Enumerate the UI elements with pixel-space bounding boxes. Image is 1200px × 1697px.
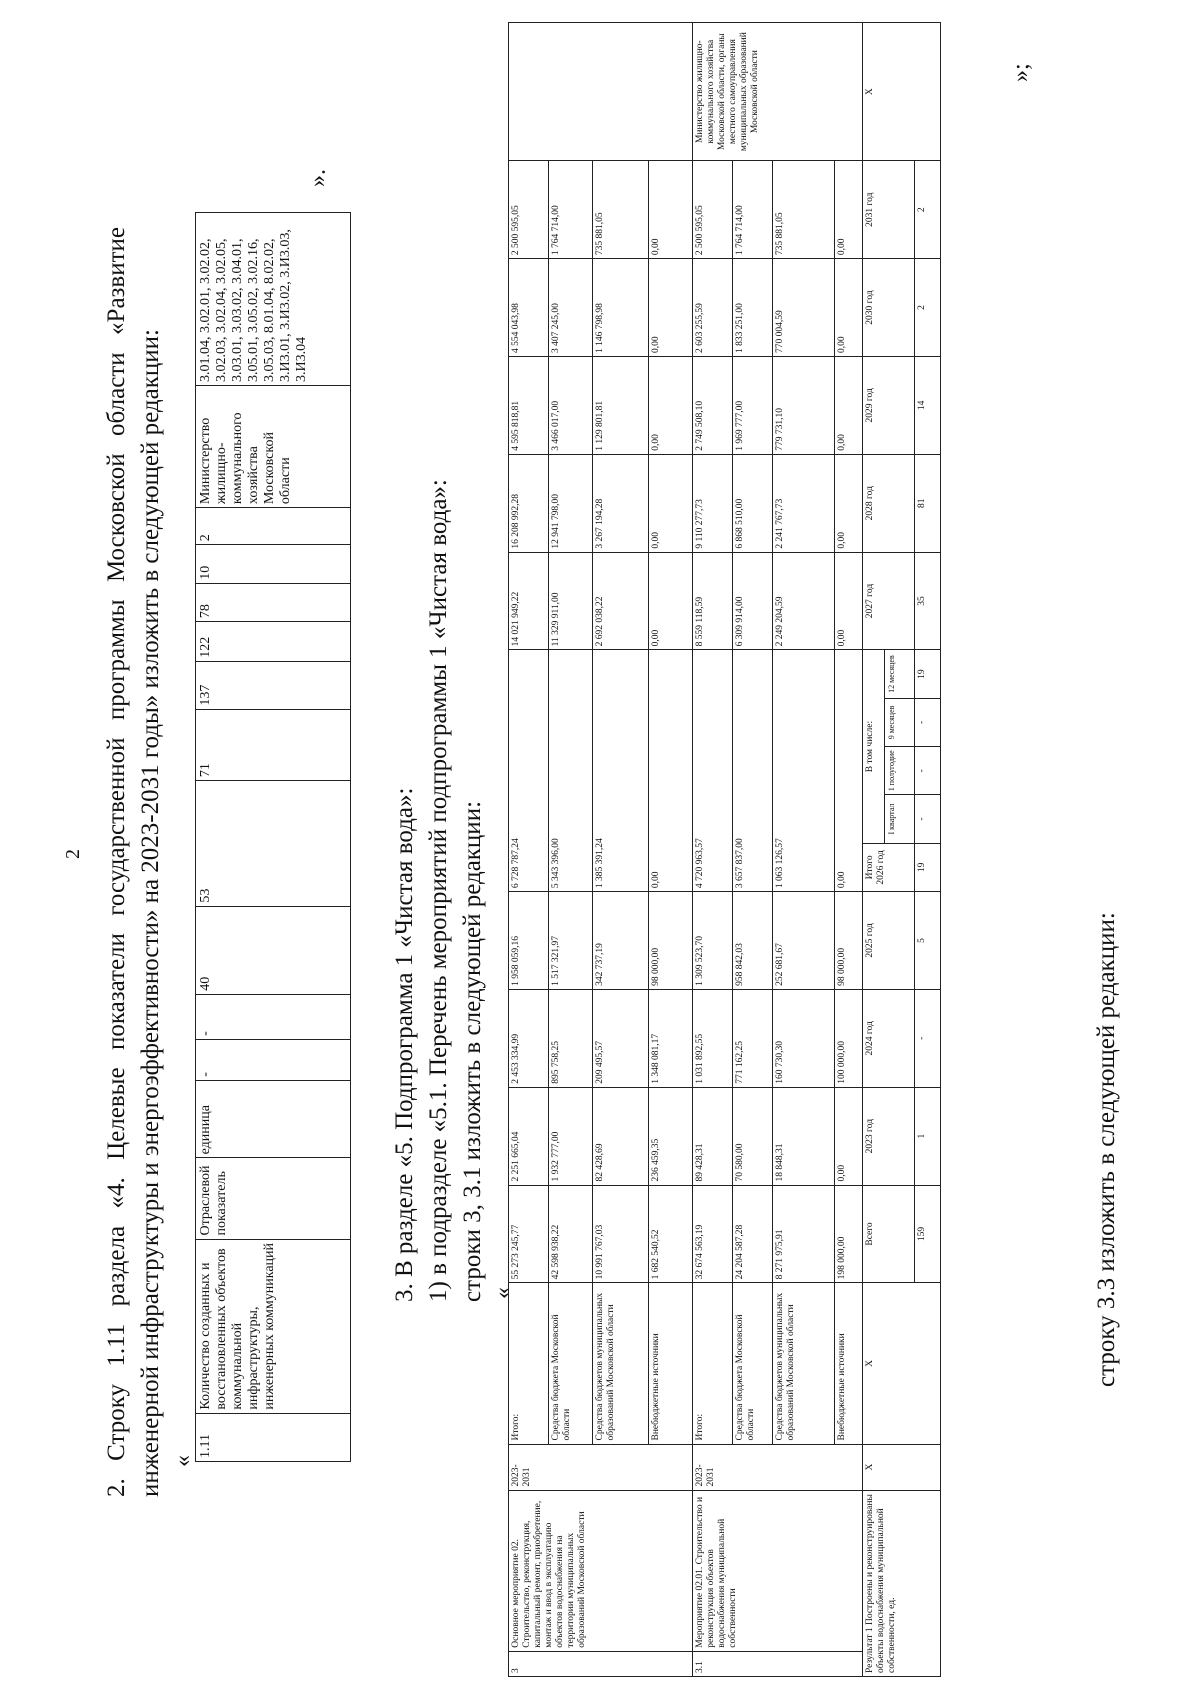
- row3-regional: [549, 23, 593, 1677]
- y2028-cell: 0,00: [649, 454, 693, 552]
- close-quote-2: »;: [1008, 63, 1034, 82]
- indicator-value: -: [196, 994, 351, 1039]
- y2026-cell: 0,00: [649, 650, 693, 892]
- y2025-cell: 98 000,00: [835, 892, 863, 990]
- y2028-cell: 2 241 767,73: [773, 454, 835, 552]
- result-value-q1: -: [915, 795, 941, 843]
- y2024-cell: 100 000,00: [835, 989, 863, 1087]
- result-header-9m: 9 месяцев: [885, 698, 915, 746]
- y2027-cell: 2 249 204,59: [773, 552, 835, 650]
- result-header-2025: 2025 год: [863, 892, 915, 990]
- indicator-type: Отраслевой показатель: [196, 1158, 351, 1239]
- y2027-cell: 2 692 038,22: [593, 552, 649, 650]
- result-header-2026-total: Итого 2026 год: [863, 843, 915, 891]
- y2028-cell: 9 110 277,73: [693, 454, 733, 552]
- result-name: Результат 1 Построены и реконструированы объекты водоснабжения муниципальной собственности, ед.: [863, 1490, 941, 1676]
- y2026-cell: 6 728 787,24: [509, 650, 549, 892]
- indicator-name: Количество созданных и восстановленных объектов коммунальной инфраструктуры, инженерных коммуникаций: [196, 1239, 351, 1413]
- source-label: Итого:: [509, 1283, 549, 1444]
- row31-number: 3.1: [693, 1651, 863, 1676]
- row31-municipal: [773, 23, 835, 1677]
- result-header-12m: 12 месяцев: [885, 650, 915, 698]
- y2025-cell: 1 958 059,16: [509, 892, 549, 990]
- close-quote-1: ».: [305, 169, 331, 187]
- source-label: Средства бюджета Московской области: [733, 1283, 773, 1444]
- result-header-2024: 2024 год: [863, 989, 915, 1087]
- y2029-cell: 779 731,10: [773, 356, 835, 454]
- y2023-cell: 0,00: [835, 1087, 863, 1185]
- paragraph-3-line-3: строки 3, 3.1 изложить в следующей редакции:: [459, 800, 486, 1302]
- total-cell: 198 000,00: [835, 1185, 863, 1283]
- y2031-cell: 0,00: [649, 161, 693, 259]
- y2023-cell: 236 459,35: [649, 1087, 693, 1185]
- indicator-unit: единица: [196, 1080, 351, 1158]
- y2031-cell: 735 881,05: [773, 161, 835, 259]
- paragraph-2-line-1: 2. Строку 1.11 раздела «4. Целевые показатели государственной программы Московской области «Развитие: [103, 227, 130, 1497]
- result-header-2030: 2030 год: [863, 259, 915, 357]
- page-number: 2: [62, 849, 84, 859]
- result-header-q1: I квартал: [885, 795, 915, 843]
- source-label: Внебюджетные источники: [649, 1283, 693, 1444]
- indicator-row: [196, 213, 351, 1462]
- paragraph-4: строку 3.3 изложить в следующей редакции:: [1093, 912, 1120, 1387]
- paragraph-3-line-1: 3. В разделе «5. Подпрограмма 1 «Чистая вода»:: [391, 787, 418, 1302]
- y2025-cell: 1 309 523,70: [693, 892, 733, 990]
- y2024-cell: 1 031 892,55: [693, 989, 733, 1087]
- row3-total: [509, 23, 549, 1677]
- y2030-cell: 1 833 251,00: [733, 259, 773, 357]
- y2028-cell: 6 868 510,00: [733, 454, 773, 552]
- y2026-cell: 5 343 396,00: [549, 650, 593, 892]
- source-label: Итого:: [693, 1283, 733, 1444]
- y2031-cell: 0,00: [835, 161, 863, 259]
- row3-offbudget: [649, 23, 693, 1677]
- result-header-2029: 2029 год: [863, 356, 915, 454]
- y2027-cell: 14 021 949,22: [509, 552, 549, 650]
- row31-total: [693, 23, 733, 1677]
- y2031-cell: 1 764 714,00: [549, 161, 593, 259]
- y2024-cell: 209 495,57: [593, 989, 649, 1087]
- open-quote: «: [170, 1455, 196, 1467]
- y2027-cell: 0,00: [835, 552, 863, 650]
- row3-period: 2023-2031: [509, 1444, 693, 1490]
- indicator-value: 78: [196, 583, 351, 621]
- y2025-cell: 1 517 321,97: [549, 892, 593, 990]
- indicator-number: 1.11: [196, 1413, 351, 1461]
- indicator-value: 122: [196, 622, 351, 662]
- result-x: X: [863, 1444, 941, 1490]
- paragraph-2-line-2: инженерной инфраструктуры и энергоэффективности» на 2023-2031 годы» изложить в следующей редакции:: [137, 329, 164, 1497]
- result-value-2031: 2: [915, 161, 941, 259]
- y2028-cell: 12 941 798,00: [549, 454, 593, 552]
- indicator-value: 53: [196, 781, 351, 906]
- paragraph-3-line-2: 1) в подразделе «5.1. Перечень мероприятий подпрограммы 1 «Чистая вода»:: [425, 479, 452, 1302]
- row3-municipal: [593, 23, 649, 1677]
- indicator-table: [195, 212, 351, 1462]
- total-cell: 42 598 938,22: [549, 1185, 593, 1283]
- indicator-value: 10: [196, 545, 351, 583]
- total-cell: 10 991 767,03: [593, 1185, 649, 1283]
- result-x: X: [863, 1283, 941, 1444]
- y2029-cell: 0,00: [835, 356, 863, 454]
- y2025-cell: 252 681,67: [773, 892, 835, 990]
- open-quote-2: «: [490, 1287, 516, 1299]
- y2030-cell: 770 004,59: [773, 259, 835, 357]
- total-cell: 32 674 563,19: [693, 1185, 733, 1283]
- y2031-cell: 1 764 714,00: [733, 161, 773, 259]
- total-cell: 55 273 245,77: [509, 1185, 549, 1283]
- result-header-row: [863, 23, 885, 1677]
- y2026-cell: 0,00: [835, 650, 863, 892]
- y2027-cell: 6 309 914,00: [733, 552, 773, 650]
- result-value-2027: 35: [915, 552, 941, 650]
- y2027-cell: 8 559 118,59: [693, 552, 733, 650]
- y2023-cell: 1 932 777,00: [549, 1087, 593, 1185]
- result-header-2023: 2023 год: [863, 1087, 915, 1185]
- y2030-cell: 3 407 245,00: [549, 259, 593, 357]
- row31-regional: [733, 23, 773, 1677]
- y2027-cell: 11 329 911,00: [549, 552, 593, 650]
- result-header-2028: 2028 год: [863, 454, 915, 552]
- y2023-cell: 82 428,69: [593, 1087, 649, 1185]
- result-header-2031: 2031 год: [863, 161, 915, 259]
- total-cell: 8 271 975,91: [773, 1185, 835, 1283]
- y2024-cell: 2 453 334,99: [509, 989, 549, 1087]
- result-header-2027: 2027 год: [863, 552, 915, 650]
- y2026-cell: 1 063 126,57: [773, 650, 835, 892]
- indicator-value: 71: [196, 709, 351, 781]
- result-value-2030: 2: [915, 259, 941, 357]
- y2029-cell: 0,00: [649, 356, 693, 454]
- row31-responsible: Министерство жилищно-коммунального хозяйства Московской области, органы местного самоуправления муниципальных образований Московской области: [693, 23, 863, 161]
- row3-number: 3: [509, 1651, 693, 1676]
- y2029-cell: 2 749 508,10: [693, 356, 733, 454]
- y2025-cell: 958 842,03: [733, 892, 773, 990]
- y2027-cell: 0,00: [649, 552, 693, 650]
- result-value-9m: -: [915, 698, 941, 746]
- source-label: Средства бюджетов муниципальных образований Московской области: [593, 1283, 649, 1444]
- row31-offbudget: [835, 23, 863, 1677]
- y2028-cell: 0,00: [835, 454, 863, 552]
- y2031-cell: 2 500 595,05: [693, 161, 733, 259]
- y2029-cell: 1 129 801,81: [593, 356, 649, 454]
- y2028-cell: 16 208 992,28: [509, 454, 549, 552]
- total-cell: 24 204 587,28: [733, 1185, 773, 1283]
- result-value-2029: 14: [915, 356, 941, 454]
- result-value-total: 159: [915, 1185, 941, 1283]
- y2030-cell: 2 603 255,59: [693, 259, 733, 357]
- y2023-cell: 89 428,31: [693, 1087, 733, 1185]
- source-label: Средства бюджета Московской области: [549, 1283, 593, 1444]
- indicator-value: 2: [196, 508, 351, 545]
- row31-period: 2023-2031: [693, 1444, 863, 1490]
- y2024-cell: 160 730,30: [773, 989, 835, 1087]
- result-responsible-x: X: [863, 23, 941, 161]
- y2026-cell: 4 720 963,57: [693, 650, 733, 892]
- y2023-cell: 70 580,00: [733, 1087, 773, 1185]
- y2025-cell: 342 737,19: [593, 892, 649, 990]
- result-header-total: Всего: [863, 1185, 915, 1283]
- y2029-cell: 1 969 777,00: [733, 356, 773, 454]
- source-label: Внебюджетные источники: [835, 1283, 863, 1444]
- indicator-value: 40: [196, 906, 351, 994]
- y2024-cell: 771 162,25: [733, 989, 773, 1087]
- result-header-incl: В том числе:: [863, 650, 885, 843]
- indicator-value: -: [196, 1039, 351, 1080]
- row3-responsible: [509, 23, 693, 161]
- y2030-cell: 1 146 798,98: [593, 259, 649, 357]
- y2023-cell: 18 848,31: [773, 1087, 835, 1185]
- indicator-value: 137: [196, 661, 351, 709]
- y2030-cell: 0,00: [649, 259, 693, 357]
- y2026-cell: 1 385 391,24: [593, 650, 649, 892]
- y2023-cell: 2 251 665,04: [509, 1087, 549, 1185]
- result-header-h1: 1 полугодие: [885, 747, 915, 795]
- y2028-cell: 3 267 194,28: [593, 454, 649, 552]
- y2031-cell: 2 500 595,05: [509, 161, 549, 259]
- row31-name: Мероприятие 02.01. Строительство и реконструкция объектов водоснабжения муниципальной собственности: [693, 1490, 863, 1651]
- indicator-responsible: Министерство жилищно-коммунального хозяйства Московской области: [196, 385, 351, 507]
- result-value-2024: -: [915, 989, 941, 1087]
- row3-name: Основное мероприятие 02. Строительство, реконструкция, капитальный ремонт, приобретение, монтаж и ввод в эксплуатацию объектов водоснабжения на территории муниципальных образований Московской области: [509, 1490, 693, 1651]
- y2026-cell: 3 657 837,00: [733, 650, 773, 892]
- source-label: Средства бюджетов муниципальных образований Московской области: [773, 1283, 835, 1444]
- result-value-2023: 1: [915, 1087, 941, 1185]
- y2024-cell: 1 348 081,17: [649, 989, 693, 1087]
- result-value-h1: -: [915, 747, 941, 795]
- result-value-12m: 19: [915, 650, 941, 698]
- program-table: [508, 22, 941, 1677]
- total-cell: 1 682 540,52: [649, 1185, 693, 1283]
- y2030-cell: 4 554 043,98: [509, 259, 549, 357]
- y2030-cell: 0,00: [835, 259, 863, 357]
- result-value-2028: 81: [915, 454, 941, 552]
- result-value-2026-total: 19: [915, 843, 941, 891]
- y2031-cell: 735 881,05: [593, 161, 649, 259]
- y2029-cell: 3 466 017,00: [549, 356, 593, 454]
- y2029-cell: 4 595 818,81: [509, 356, 549, 454]
- result-value-2025: 5: [915, 892, 941, 990]
- y2025-cell: 98 000,00: [649, 892, 693, 990]
- y2024-cell: 895 758,25: [549, 989, 593, 1087]
- indicator-codes: 3.01.04, 3.02.01, 3.02.02, 3.02.03, 3.02.04, 3.02.05, 3.03.01, 3.03.02, 3.04.01, 3.05.01, 3.05.02, 3.02.16, 3.05.03, 8.01.04, 8.02.02, 3.И3.01, 3.И3.02, 3.И3.03, 3.И3.04: [196, 213, 351, 386]
